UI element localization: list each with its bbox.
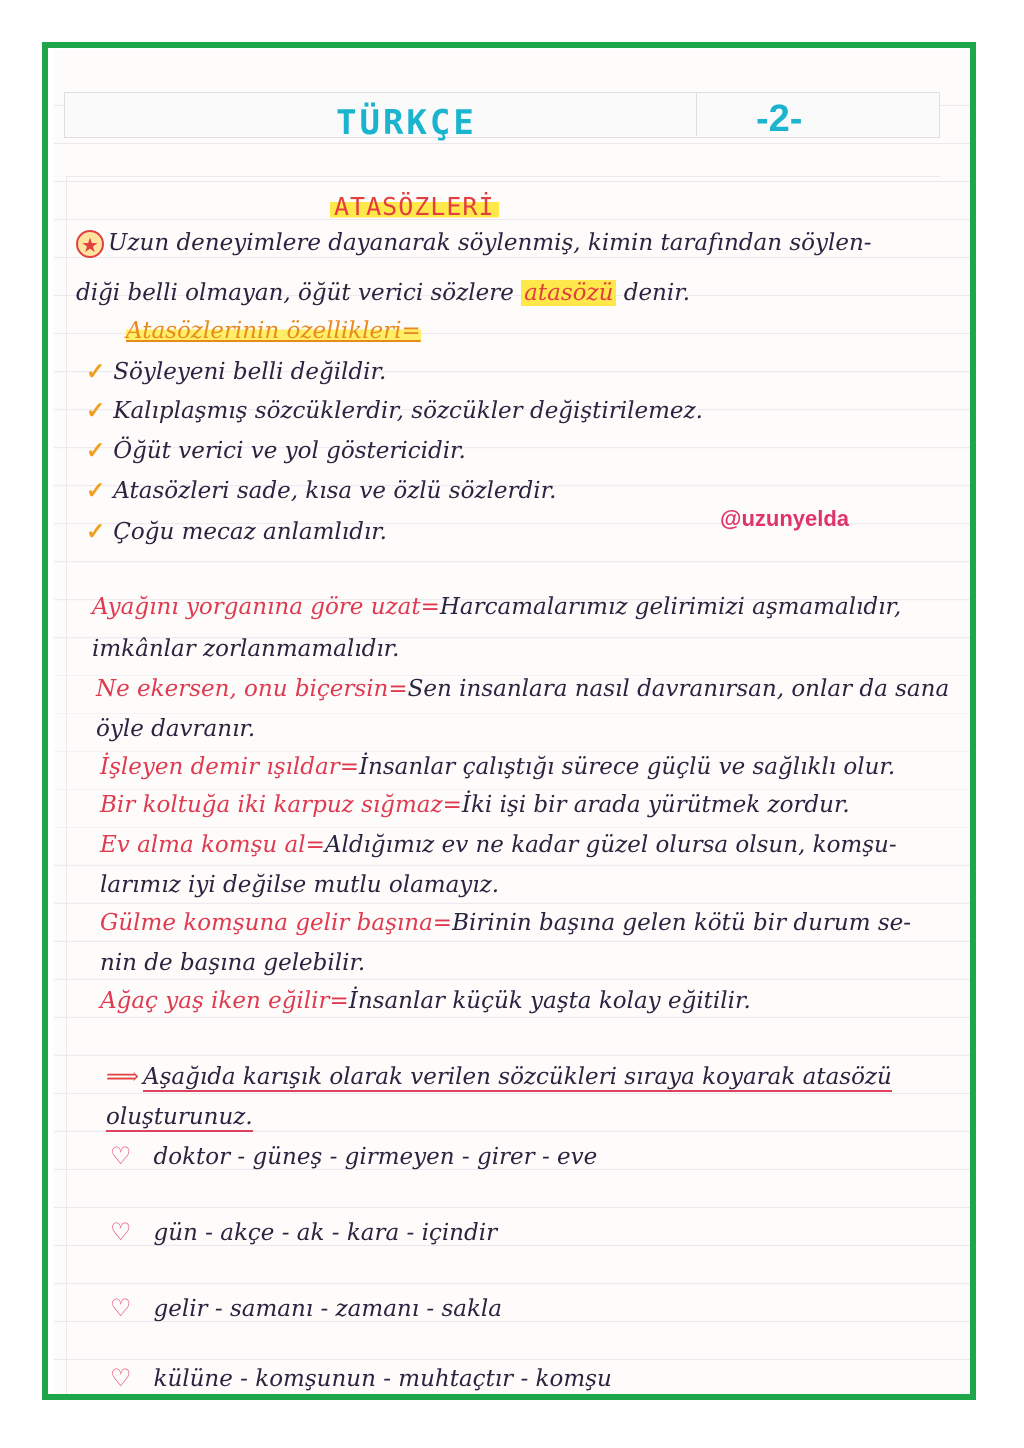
heart-icon: ♡ (110, 1218, 132, 1246)
proverb-line-cont: nin de başına gelebilir. (100, 950, 366, 976)
checkmark-icon: ✓ (86, 518, 106, 545)
checkmark-icon: ✓ (86, 437, 106, 464)
exercise-item: ♡ doktor - güneş - girmeyen - girer - eve (110, 1142, 598, 1170)
definition-text-1: Uzun deneyimlere dayanarak söylenmiş, kimin tarafından söylen- (108, 230, 872, 256)
exercise-item: ♡ gün - akçe - ak - kara - içindir (110, 1218, 498, 1246)
proverb-line: Ne ekersen, onu biçersin=Sen insanlara nasıl davranırsan, onlar da sana (96, 676, 950, 702)
author-handle: @uzunyelda (720, 506, 850, 531)
checkmark-icon: ✓ (86, 477, 106, 504)
exercise-instruction-cont: oluşturunuz. (106, 1104, 253, 1130)
arrow-right-icon: ⟹ (106, 1064, 139, 1090)
subject-title: TÜRKÇE (336, 103, 477, 143)
heart-icon: ♡ (110, 1142, 132, 1170)
proverb-line: Bir koltuğa iki karpuz sığmaz=İki işi bir arada yürütmek zordur. (100, 792, 850, 818)
proverb-line: İşleyen demir ışıldar=İnsanlar çalıştığı sürece güçlü ve sağlıklı olur. (100, 754, 896, 780)
definition-text-2: diği belli olmayan, öğüt verici sözlere (76, 280, 514, 306)
proverb-line: Ayağını yorganına göre uzat=Harcamalarımız gelirimizi aşmamalıdır, (92, 594, 902, 620)
feature-item: ✓ Kalıplaşmış sözcüklerdir, sözcükler değiştirilemez. (86, 397, 703, 424)
exercise-instruction: ⟹ Aşağıda karışık olarak verilen sözcükleri sıraya koyarak atasözü (106, 1064, 892, 1090)
proverb-line: Ev alma komşu al=Aldığımız ev ne kadar güzel olursa olsun, komşu- (100, 832, 897, 858)
definition-text-3: denir. (623, 280, 691, 306)
section-title: ATASÖZLERİ (330, 192, 499, 221)
feature-item: ✓ Atasözleri sade, kısa ve özlü sözlerdir. (86, 477, 557, 504)
features-heading: Atasözlerinin özellikleri= (126, 318, 421, 344)
exercise-item: ♡ külüne - komşunun - muhtaçtır - komşu (110, 1364, 612, 1392)
exercise-item: ♡ gelir - samanı - zamanı - sakla (110, 1294, 502, 1322)
page-number: -2- (756, 98, 803, 140)
feature-item: ✓ Öğüt verici ve yol göstericidir. (86, 437, 466, 464)
proverb-line: Ağaç yaş iken eğilir=İnsanlar küçük yaşta kolay eğitilir. (100, 988, 751, 1014)
heart-icon: ♡ (110, 1364, 132, 1392)
proverb-line-cont: larımız iyi değilse mutlu olamayız. (100, 872, 500, 898)
heart-icon: ♡ (110, 1294, 132, 1322)
proverb-line: Gülme komşuna gelir başına=Birinin başına gelen kötü bir durum se- (100, 910, 912, 936)
feature-item: ✓ Çoğu mecaz anlamlıdır. (86, 518, 387, 545)
page-border (42, 42, 976, 1400)
checkmark-icon: ✓ (86, 358, 106, 385)
proverb-line-cont: öyle davranır. (96, 716, 256, 742)
proverb-line-cont: imkânlar zorlanmamalıdır. (92, 636, 400, 662)
feature-item: ✓ Söyleyeni belli değildir. (86, 358, 387, 385)
checkmark-icon: ✓ (86, 397, 106, 424)
star-icon: ★ (76, 230, 104, 258)
highlighted-term: atasözü (521, 280, 616, 306)
